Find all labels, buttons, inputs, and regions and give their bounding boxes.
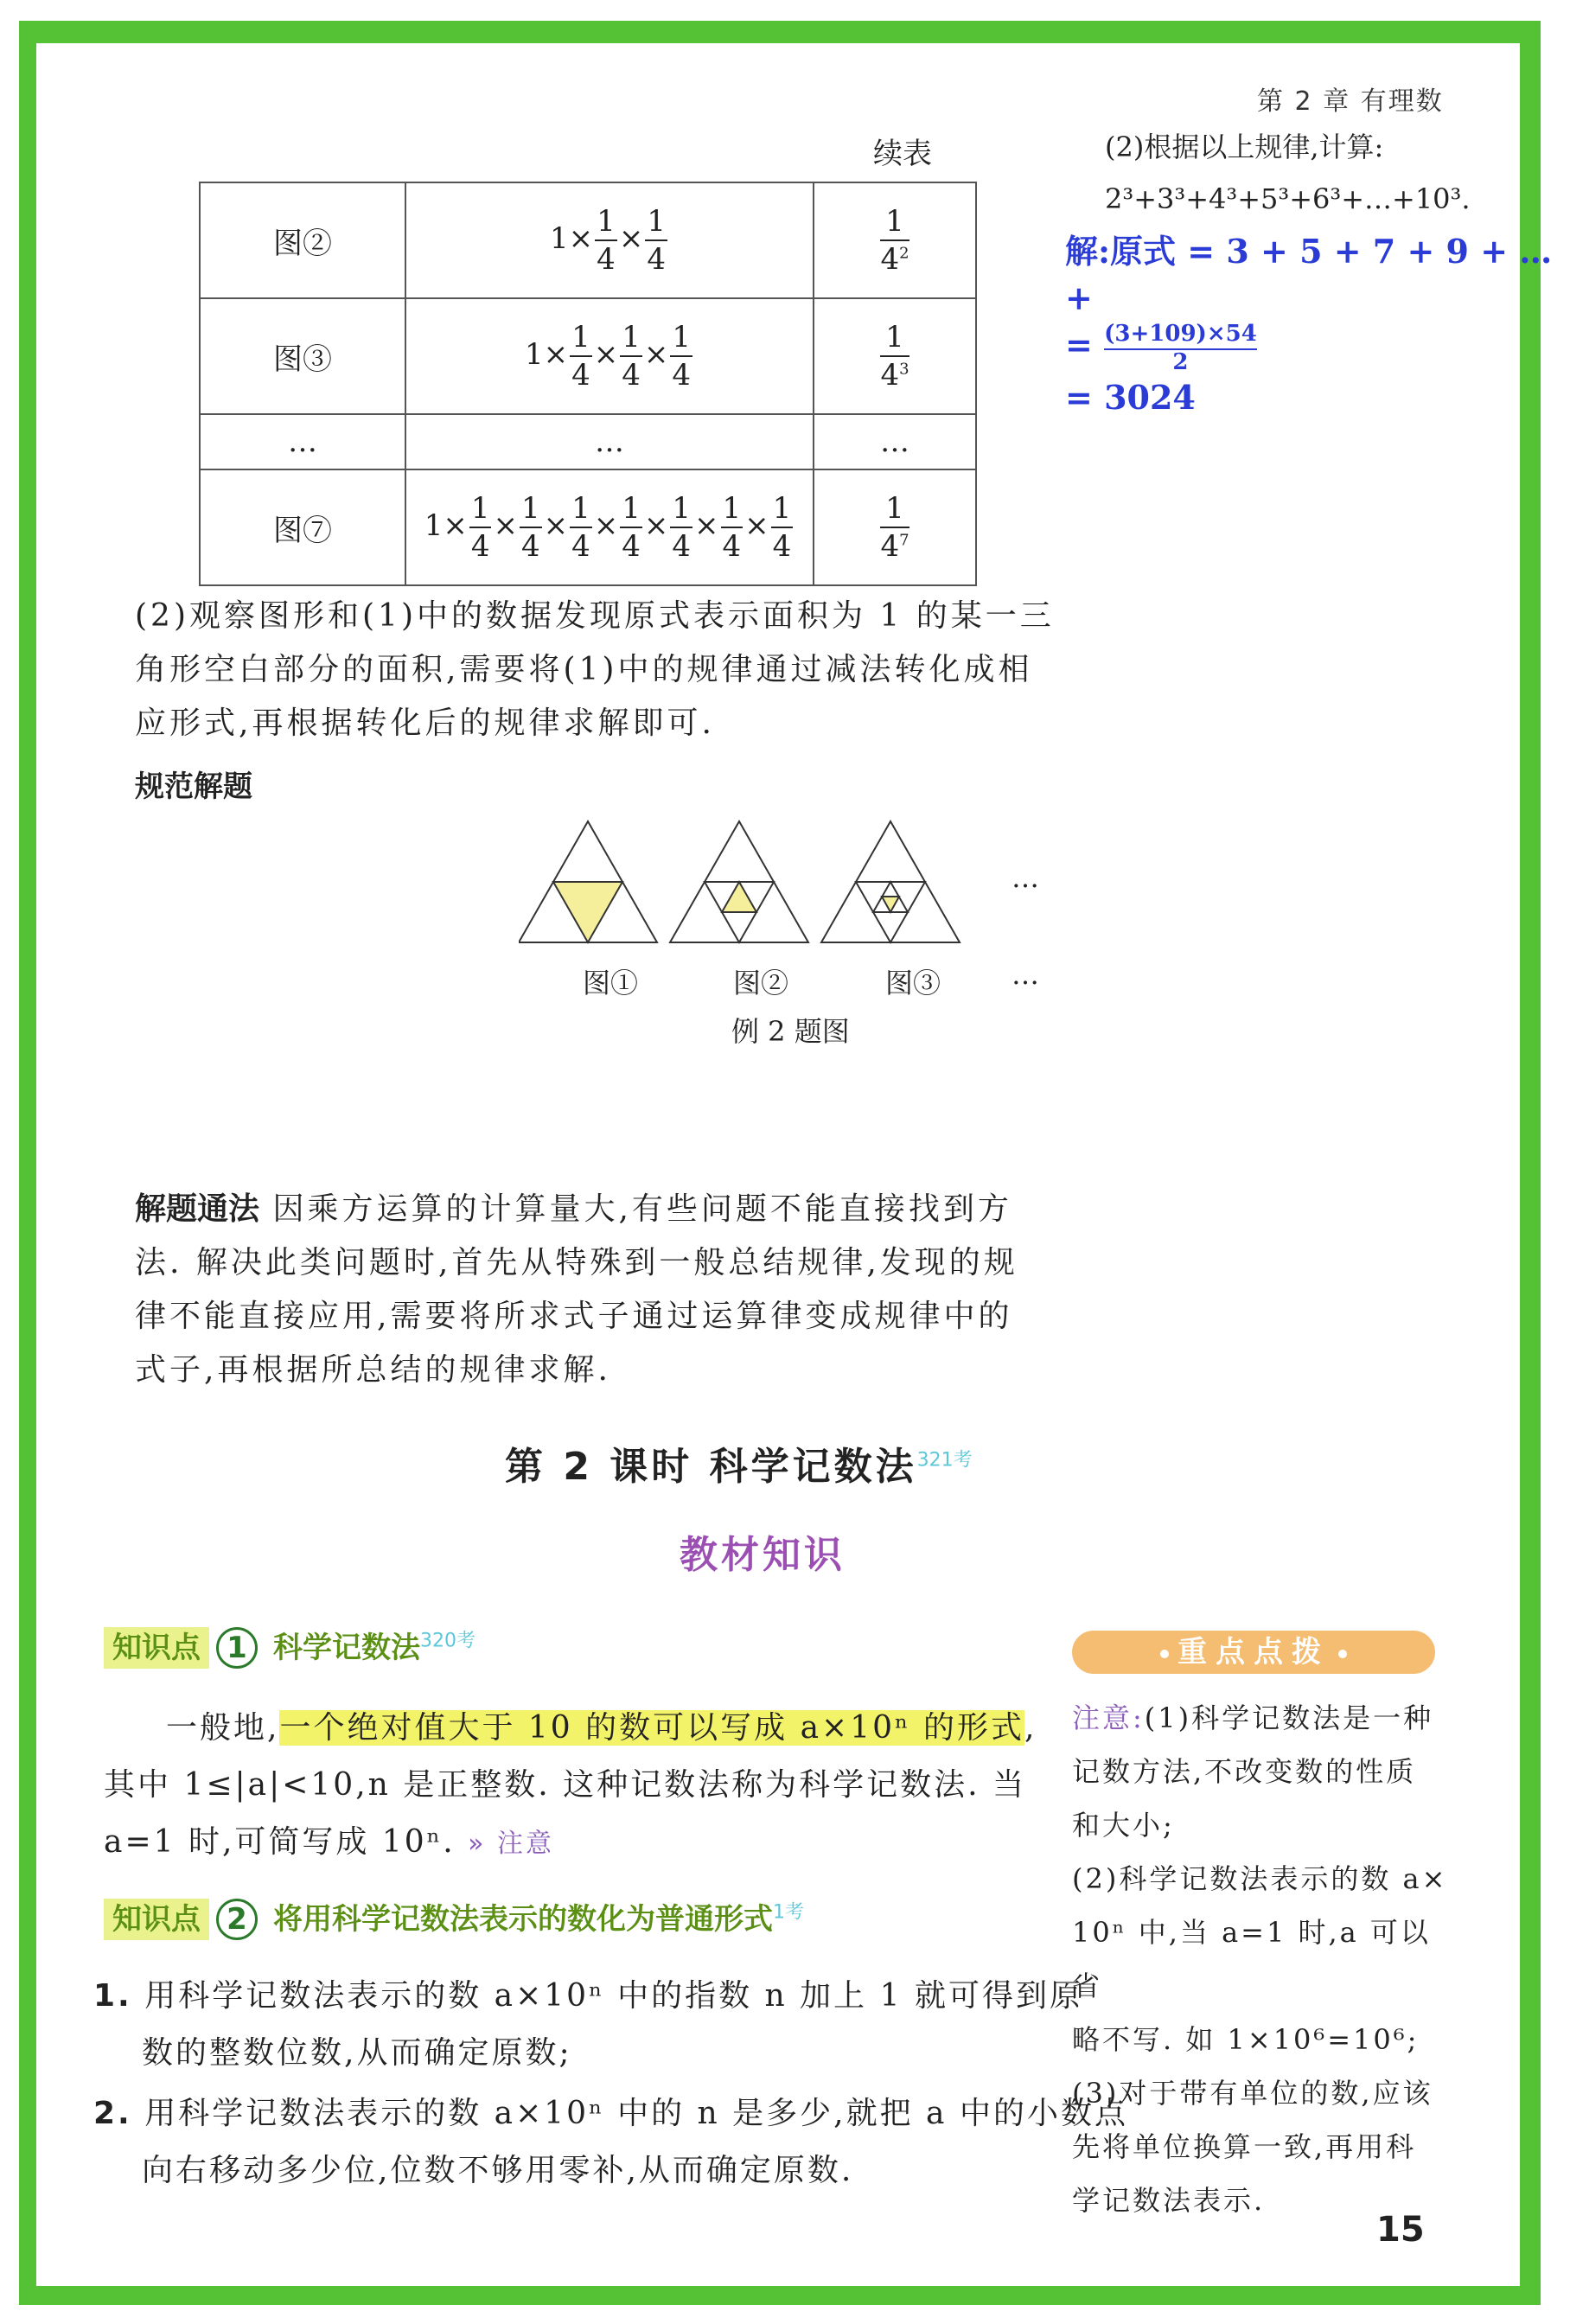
lesson-title: 第 2 课时 科学记数法$^{321考}$	[505, 1445, 973, 1489]
method-label: 解题通法	[135, 1191, 260, 1227]
table-cell-expression: …	[405, 414, 814, 469]
answer-line: = 3024	[1065, 378, 1196, 418]
list-item-continued: 数的整数位数,从而确定原数;	[142, 2035, 572, 2071]
answer-line: 解:原式 = 3 + 5 + 7 + 9 + … +	[1065, 232, 1553, 317]
figure-caption: 例 2 题图	[731, 1015, 850, 1048]
note-line: (3)对于带有单位的数,应该	[1072, 2077, 1433, 2110]
side-question	[1105, 121, 1471, 225]
method-line: 式子,再根据所总结的规律求解.	[135, 1352, 611, 1388]
triangle-figure-2	[670, 821, 808, 942]
table-cell-label: 图③	[200, 298, 405, 414]
dot-icon	[1160, 1650, 1169, 1658]
note-link[interactable]: » 注意	[468, 1829, 555, 1859]
kp1-line: a=1 时,可简写成 10ⁿ. » 注意	[104, 1824, 555, 1860]
note-line: (2)科学记数法表示的数 a×	[1072, 1862, 1448, 1895]
triangle-figures	[519, 813, 1037, 960]
chapter-header: 第 2 章 有理数	[1257, 86, 1444, 117]
table-cell-expression: 1× $\frac{1}{4}$ × $\frac{1}{4}$ × $\frac{1}{4}$ × $\frac{1}{4}$ × $\frac{1}{4}$ × $\frac{1}{4}$ × $\frac{1}{4}$	[405, 469, 814, 585]
kp1-line: 一般地,一个绝对值大于 10 的数可以写成 a×10ⁿ 的形式,	[166, 1710, 1037, 1746]
exam-count-tag: 1考	[773, 1901, 804, 1924]
list-item-continued: 向右移动多少位,位数不够用零补,从而确定原数.	[142, 2153, 854, 2188]
list-item: 2. 用科学记数法表示的数 a×10ⁿ 中的 n 是多少,就把 a 中的小数点	[93, 2096, 1128, 2131]
note-line: 和大小;	[1072, 1809, 1175, 1842]
method-line: 律不能直接应用,需要将所求式子通过运算律变成规律中的	[135, 1299, 1013, 1334]
answer-line: = $\frac{(3+109)\times 54}{2}$	[1065, 321, 1257, 375]
table-cell-result: $\frac{1}{4^7}$	[814, 469, 976, 585]
table-cell-result: …	[814, 414, 976, 469]
note-line: 记数方法,不改变数的性质	[1072, 1755, 1417, 1788]
dot-icon	[1338, 1650, 1347, 1658]
page-number: 15	[1376, 2210, 1425, 2250]
side-question-line: 2³+3³+4³+5³+6³+…+10³.	[1105, 182, 1471, 215]
note-line: 略不写. 如 1×10⁶=10⁶;	[1072, 2023, 1420, 2056]
note-line: 10ⁿ 中,当 a=1 时,a 可以省	[1072, 1916, 1431, 2002]
knowledge-point-title: 科学记数法	[273, 1631, 420, 1665]
triangle-figure-1	[519, 821, 657, 942]
section-title: 教材知识	[680, 1533, 846, 1577]
knowledge-point-number: 2	[216, 1899, 258, 1940]
figure-label: 图①	[583, 967, 639, 999]
table-cell-expression: 1× $\frac{1}{4}$ × $\frac{1}{4}$ × $\frac{1}{4}$	[405, 298, 814, 414]
exam-count-tag: 320考	[420, 1630, 475, 1652]
knowledge-point-number: 1	[216, 1627, 258, 1669]
table-row	[200, 182, 976, 298]
table-cell-expression: 1× $\frac{1}{4}$ × $\frac{1}{4}$	[405, 182, 814, 298]
kp1-line: 其中 1≤|a|<10,n 是正整数. 这种记数法称为科学记数法. 当	[104, 1767, 1027, 1803]
knowledge-point-badge: 知识点	[104, 1899, 209, 1940]
knowledge-point-1	[104, 1624, 475, 1669]
table-row	[200, 298, 976, 414]
table-cell-label: 图②	[200, 182, 405, 298]
key-tip-pill: 重点点拨	[1072, 1631, 1435, 1674]
list-item: 1. 用科学记数法表示的数 a×10ⁿ 中的指数 n 加上 1 就可得到原	[93, 1978, 1083, 2014]
table-cell-result: $\frac{1}{4^3}$	[814, 298, 976, 414]
figures-ellipsis: …	[1012, 958, 1039, 991]
observation-line: 角形空白部分的面积,需要将(1)中的规律通过减法转化成相	[135, 652, 1033, 687]
table-cell-label: 图⑦	[200, 469, 405, 585]
note-line: 先将单位换算一致,再用科	[1072, 2130, 1417, 2163]
note-line: 学记数法表示.	[1072, 2184, 1266, 2217]
table-cell-label: …	[200, 414, 405, 469]
triangle-figure-3	[821, 821, 960, 942]
observation-line: 应形式,再根据转化后的规律求解即可.	[135, 706, 715, 741]
side-question-line: (2)根据以上规律,计算:	[1105, 131, 1384, 163]
solution-heading: 规范解题	[135, 769, 252, 804]
method-line: 解题通法 因乘方运算的计算量大,有些问题不能直接找到方	[135, 1191, 1012, 1227]
table-row	[200, 469, 976, 585]
handwritten-answer	[1065, 228, 1570, 421]
table-row	[200, 414, 976, 469]
table-caption: 续表	[873, 137, 932, 171]
note-label: 注意:	[1072, 1702, 1145, 1734]
knowledge-point-badge: 知识点	[104, 1627, 209, 1669]
figure-label: 图②	[733, 967, 789, 999]
figures-ellipsis: …	[1012, 861, 1039, 894]
key-tip-note: 注意:(1)科学记数法是一种 记数方法,不改变数的性质 和大小; (2)科学记数法表示的数 a× 10ⁿ 中,当 a=1 时,a 可以省 略不写. 如 1×10⁶=10⁶; (3)对于带有单位的数,应该 先将单位换算一致,再用科 学记数法表示.	[1072, 1691, 1449, 2227]
method-line: 法. 解决此类问题时,首先从特殊到一般总结规律,发现的规	[135, 1245, 1018, 1280]
highlighted-text: 一个绝对值大于 10 的数可以写成 a×10ⁿ 的形式	[279, 1710, 1025, 1746]
observation-line: (2)观察图形和(1)中的数据发现原式表示面积为 1 的某一三	[135, 598, 1055, 634]
figure-label: 图③	[885, 967, 941, 999]
continued-table	[199, 182, 977, 586]
knowledge-point-2	[104, 1895, 804, 1940]
table-cell-result: $\frac{1}{4^2}$	[814, 182, 976, 298]
knowledge-point-title: 将用科学记数法表示的数化为普通形式	[273, 1902, 773, 1937]
exam-count-tag: 321考	[916, 1449, 973, 1472]
